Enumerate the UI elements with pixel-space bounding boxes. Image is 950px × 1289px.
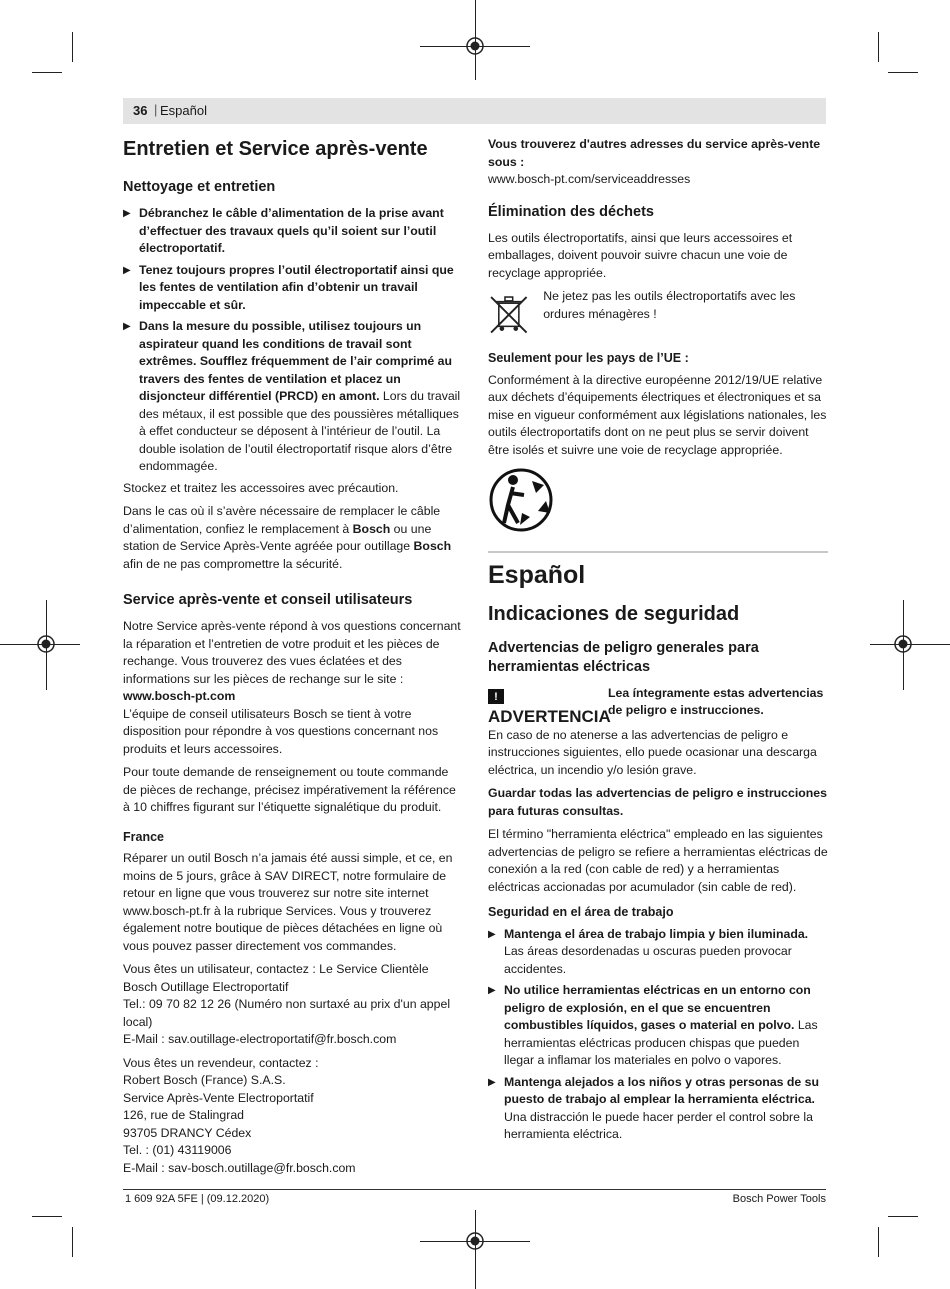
user-contact bbox=[123, 961, 463, 1049]
language-title: Español bbox=[488, 560, 586, 589]
contact-line: 126, rue de Stalingrad bbox=[123, 1108, 245, 1122]
warning-label-text: ADVERTENCIA bbox=[488, 706, 611, 726]
warning-triangle-icon: ! bbox=[488, 689, 504, 704]
contact-line: Bosch Outillage Electroportatif bbox=[123, 979, 289, 994]
crop-mark bbox=[888, 1216, 918, 1217]
contact-line: Service Après-Vente Electroportatif bbox=[123, 1090, 314, 1105]
footer-brand: Bosch Power Tools bbox=[732, 1193, 826, 1205]
page-header bbox=[123, 98, 826, 124]
section-title: Entretien et Service après-vente bbox=[123, 138, 428, 160]
list-item bbox=[488, 926, 828, 979]
bullet-text: Lors du travail des métaux, il est possible que des poussières métalliques à effet conducteur se déposent à l’intérieur de l’outil. La double isolation de l’outil électroportatif risque alors d’être endommagée. bbox=[139, 389, 461, 473]
crop-mark bbox=[878, 1227, 879, 1257]
waste-heading: Élimination des déchets bbox=[488, 203, 654, 220]
list-item bbox=[123, 318, 463, 476]
crop-mark bbox=[888, 72, 918, 73]
replacement-part: afin de ne pas compromettre la sécurité. bbox=[123, 556, 343, 571]
list-item bbox=[123, 205, 463, 258]
registration-mark-icon bbox=[463, 1229, 487, 1253]
warning-block bbox=[488, 685, 828, 727]
replacement-part: Dans le cas où il s’avère nécessaire de remplacer le câble d’alimentation, confiez le remplacement à bbox=[123, 504, 441, 536]
france-heading: France bbox=[123, 829, 164, 844]
contact-line: Vous êtes un revendeur, contactez : bbox=[123, 1055, 319, 1070]
safety-title: Indicaciones de seguridad bbox=[488, 602, 740, 625]
crop-mark bbox=[72, 1227, 73, 1257]
header-separator: | bbox=[154, 102, 158, 117]
list-item bbox=[488, 1074, 828, 1144]
bullet-bold: Débranchez le câble d’alimentation de la prise avant d’effectuer des travaux quels qu’il soient sur l’outil électroportatif. bbox=[139, 206, 444, 255]
contact-line: Tel.: 09 70 82 12 26 (Numéro non surtaxé au prix d'un appel local) bbox=[123, 997, 451, 1029]
contact-line: 93705 DRANCY Cédex bbox=[123, 1125, 252, 1140]
warning-intro bbox=[608, 685, 828, 727]
bullet-bold: Tenez toujours propres l’outil électroportatif ainsi que les fentes de ventilation afin d’obtenir un travail impeccable et sûr. bbox=[139, 262, 454, 312]
addresses-text: Vous trouverez d'autres adresses du service après-vente sous : bbox=[488, 137, 821, 169]
term-text: El término "herramienta eléctrica" empleado en las siguientes advertencias de peligro se refiere a herramientas eléctricas de conexión a la red (con cable de red) y a herramientas eléctricas accionadas por acumulador (sin cable de red). bbox=[488, 827, 828, 894]
footer-doc-id: 1 609 92A 5FE | (09.12.2020) bbox=[125, 1193, 270, 1205]
registration-mark-icon bbox=[891, 632, 915, 656]
france-text: Réparer un outil Bosch n’a jamais été aussi simple, et ce, en moins de 5 jours, grâce à SAV DIRECT, notre formulaire de retour en ligne que vous trouverez sur notre site internet www.bosch-pt.fr à la rubrique Services. Vous y trouverez également notre boutique de pièces détachées en ligne où vous pouvez passer directement vos commandes. bbox=[123, 851, 453, 953]
bullet-bold: Mantenga el área de trabajo limpia y bien iluminada. bbox=[504, 926, 809, 941]
bin-text: Ne jetez pas les outils électroportatifs avec les ordures ménagères ! bbox=[543, 289, 796, 321]
registration-mark-icon bbox=[463, 34, 487, 58]
contact-line: E-Mail : sav-bosch.outillage@fr.bosch.com bbox=[123, 1160, 356, 1175]
bullet-bold: Dans la mesure du possible, utilisez toujours un aspirateur quand les conditions de travail sont extrêmes. Soufflez fréquemment de l’air comprimé au travers des fentes de ventilation et placez un disjoncteur différentiel (PRCD) en amont. bbox=[139, 319, 452, 403]
eu-text: Conformément à la directive européenne 2012/19/UE relative aux déchets d’équipements électriques et électroniques et sa mise en vigueur conformément aux législations nationales, les outils électroportatifs dont on ne peut plus se servir doivent être isolés et suivre une voie de recyclage appropriée. bbox=[488, 372, 827, 457]
bin-notice bbox=[488, 288, 828, 340]
crossed-bin-icon bbox=[488, 288, 531, 340]
replacement-text bbox=[123, 503, 463, 573]
cleaning-heading: Nettoyage et entretien bbox=[123, 179, 276, 195]
contact-line: Tel. : (01) 43119006 bbox=[123, 1143, 232, 1157]
waste-text: Les outils électroportatifs, ainsi que leurs accessoires et emballages, doivent pouvoir suivre chacun une voie de recyclage appropriée. bbox=[488, 230, 793, 280]
reseller-contact bbox=[123, 1055, 463, 1178]
service-heading: Service après-vente et conseil utilisateurs bbox=[123, 592, 413, 608]
storage-text: Stockez et traitez les accessoires avec précaution. bbox=[123, 480, 399, 495]
general-warnings-heading: Advertencias de peligro generales para herramientas eléctricas bbox=[488, 639, 759, 675]
left-column bbox=[123, 136, 463, 1177]
work-area-heading: Seguridad en el área de trabajo bbox=[488, 905, 674, 919]
crop-mark bbox=[32, 1216, 62, 1217]
brand-name: Bosch bbox=[413, 539, 452, 553]
right-column bbox=[488, 136, 828, 1148]
bullet-bold: No utilice herramientas eléctricas en un entorno con peligro de explosión, en el que se encuentren combustibles líquidos, gases o material en polvo. bbox=[504, 983, 811, 1032]
contact-line: Robert Bosch (France) S.A.S. bbox=[123, 1073, 286, 1087]
crop-mark bbox=[878, 32, 879, 62]
crop-mark bbox=[72, 32, 73, 62]
service-url[interactable]: www.bosch-pt.com bbox=[123, 689, 236, 703]
bullet-text: Las áreas desordenadas u oscuras pueden provocar accidentes. bbox=[504, 944, 792, 976]
addresses-url[interactable]: www.bosch-pt.com/serviceaddresses bbox=[488, 172, 691, 186]
list-item bbox=[123, 262, 463, 315]
contact-line: E-Mail : sav.outillage-electroportatif@fr.bosch.com bbox=[123, 1032, 397, 1046]
warning-label bbox=[488, 685, 611, 727]
list-item bbox=[488, 982, 828, 1070]
brand-name: Bosch bbox=[352, 521, 391, 536]
keep-instructions: Guardar todas las advertencias de peligro e instrucciones para futuras consultas. bbox=[488, 786, 827, 818]
warning-bold: Lea íntegramente estas advertencias de peligro e instrucciones. bbox=[608, 685, 824, 717]
bullet-text: Las herramientas eléctricas producen chispas que pueden llegar a inflamar los materiales en polvo o vapores. bbox=[504, 1018, 818, 1067]
bullet-bold: Mantenga alejados a los niños y otras personas de su puesto de trabajo al emplear la herramienta eléctrica. bbox=[504, 1074, 820, 1106]
replacement-part: ou une station de Service Après-Vente agréée pour outillage bbox=[123, 521, 432, 553]
contact-line: Vous êtes un utilisateur, contactez : Le Service Clientèle bbox=[123, 962, 429, 976]
bullet-text: Una distracción le puede hacer perder el control sobre la herramienta eléctrica. bbox=[504, 1109, 813, 1141]
triman-recycle-icon bbox=[488, 465, 558, 535]
eu-heading: Seulement pour les pays de l’UE : bbox=[488, 351, 689, 365]
order-text: Pour toute demande de renseignement ou toute commande de pièces de rechange, précisez impérativement la référence à 10 chiffres figurant sur l’étiquette signalétique du produit. bbox=[123, 765, 456, 814]
page-number: 36 bbox=[133, 103, 148, 118]
header-language: Español bbox=[160, 103, 207, 118]
advice-text: L’équipe de conseil utilisateurs Bosch se tient à votre disposition pour répondre à vos questions concernant nos produits et leurs accessoires. bbox=[123, 706, 439, 756]
registration-mark-icon bbox=[34, 632, 58, 656]
service-text: Notre Service après-vente répond à vos questions concernant la réparation et l’entretien de votre produit et les pièces de rechange. Vous trouverez des vues éclatées et des informations sur les pièces de rechange sur le site : bbox=[123, 619, 461, 686]
crop-mark bbox=[32, 72, 62, 73]
section-divider bbox=[488, 551, 828, 553]
warning-text: En caso de no atenerse a las advertencias de peligro e instrucciones siguientes, ello puede ocasionar una descarga eléctrica, un incendio y/o lesión grave. bbox=[488, 727, 817, 777]
page-footer bbox=[123, 1189, 826, 1205]
